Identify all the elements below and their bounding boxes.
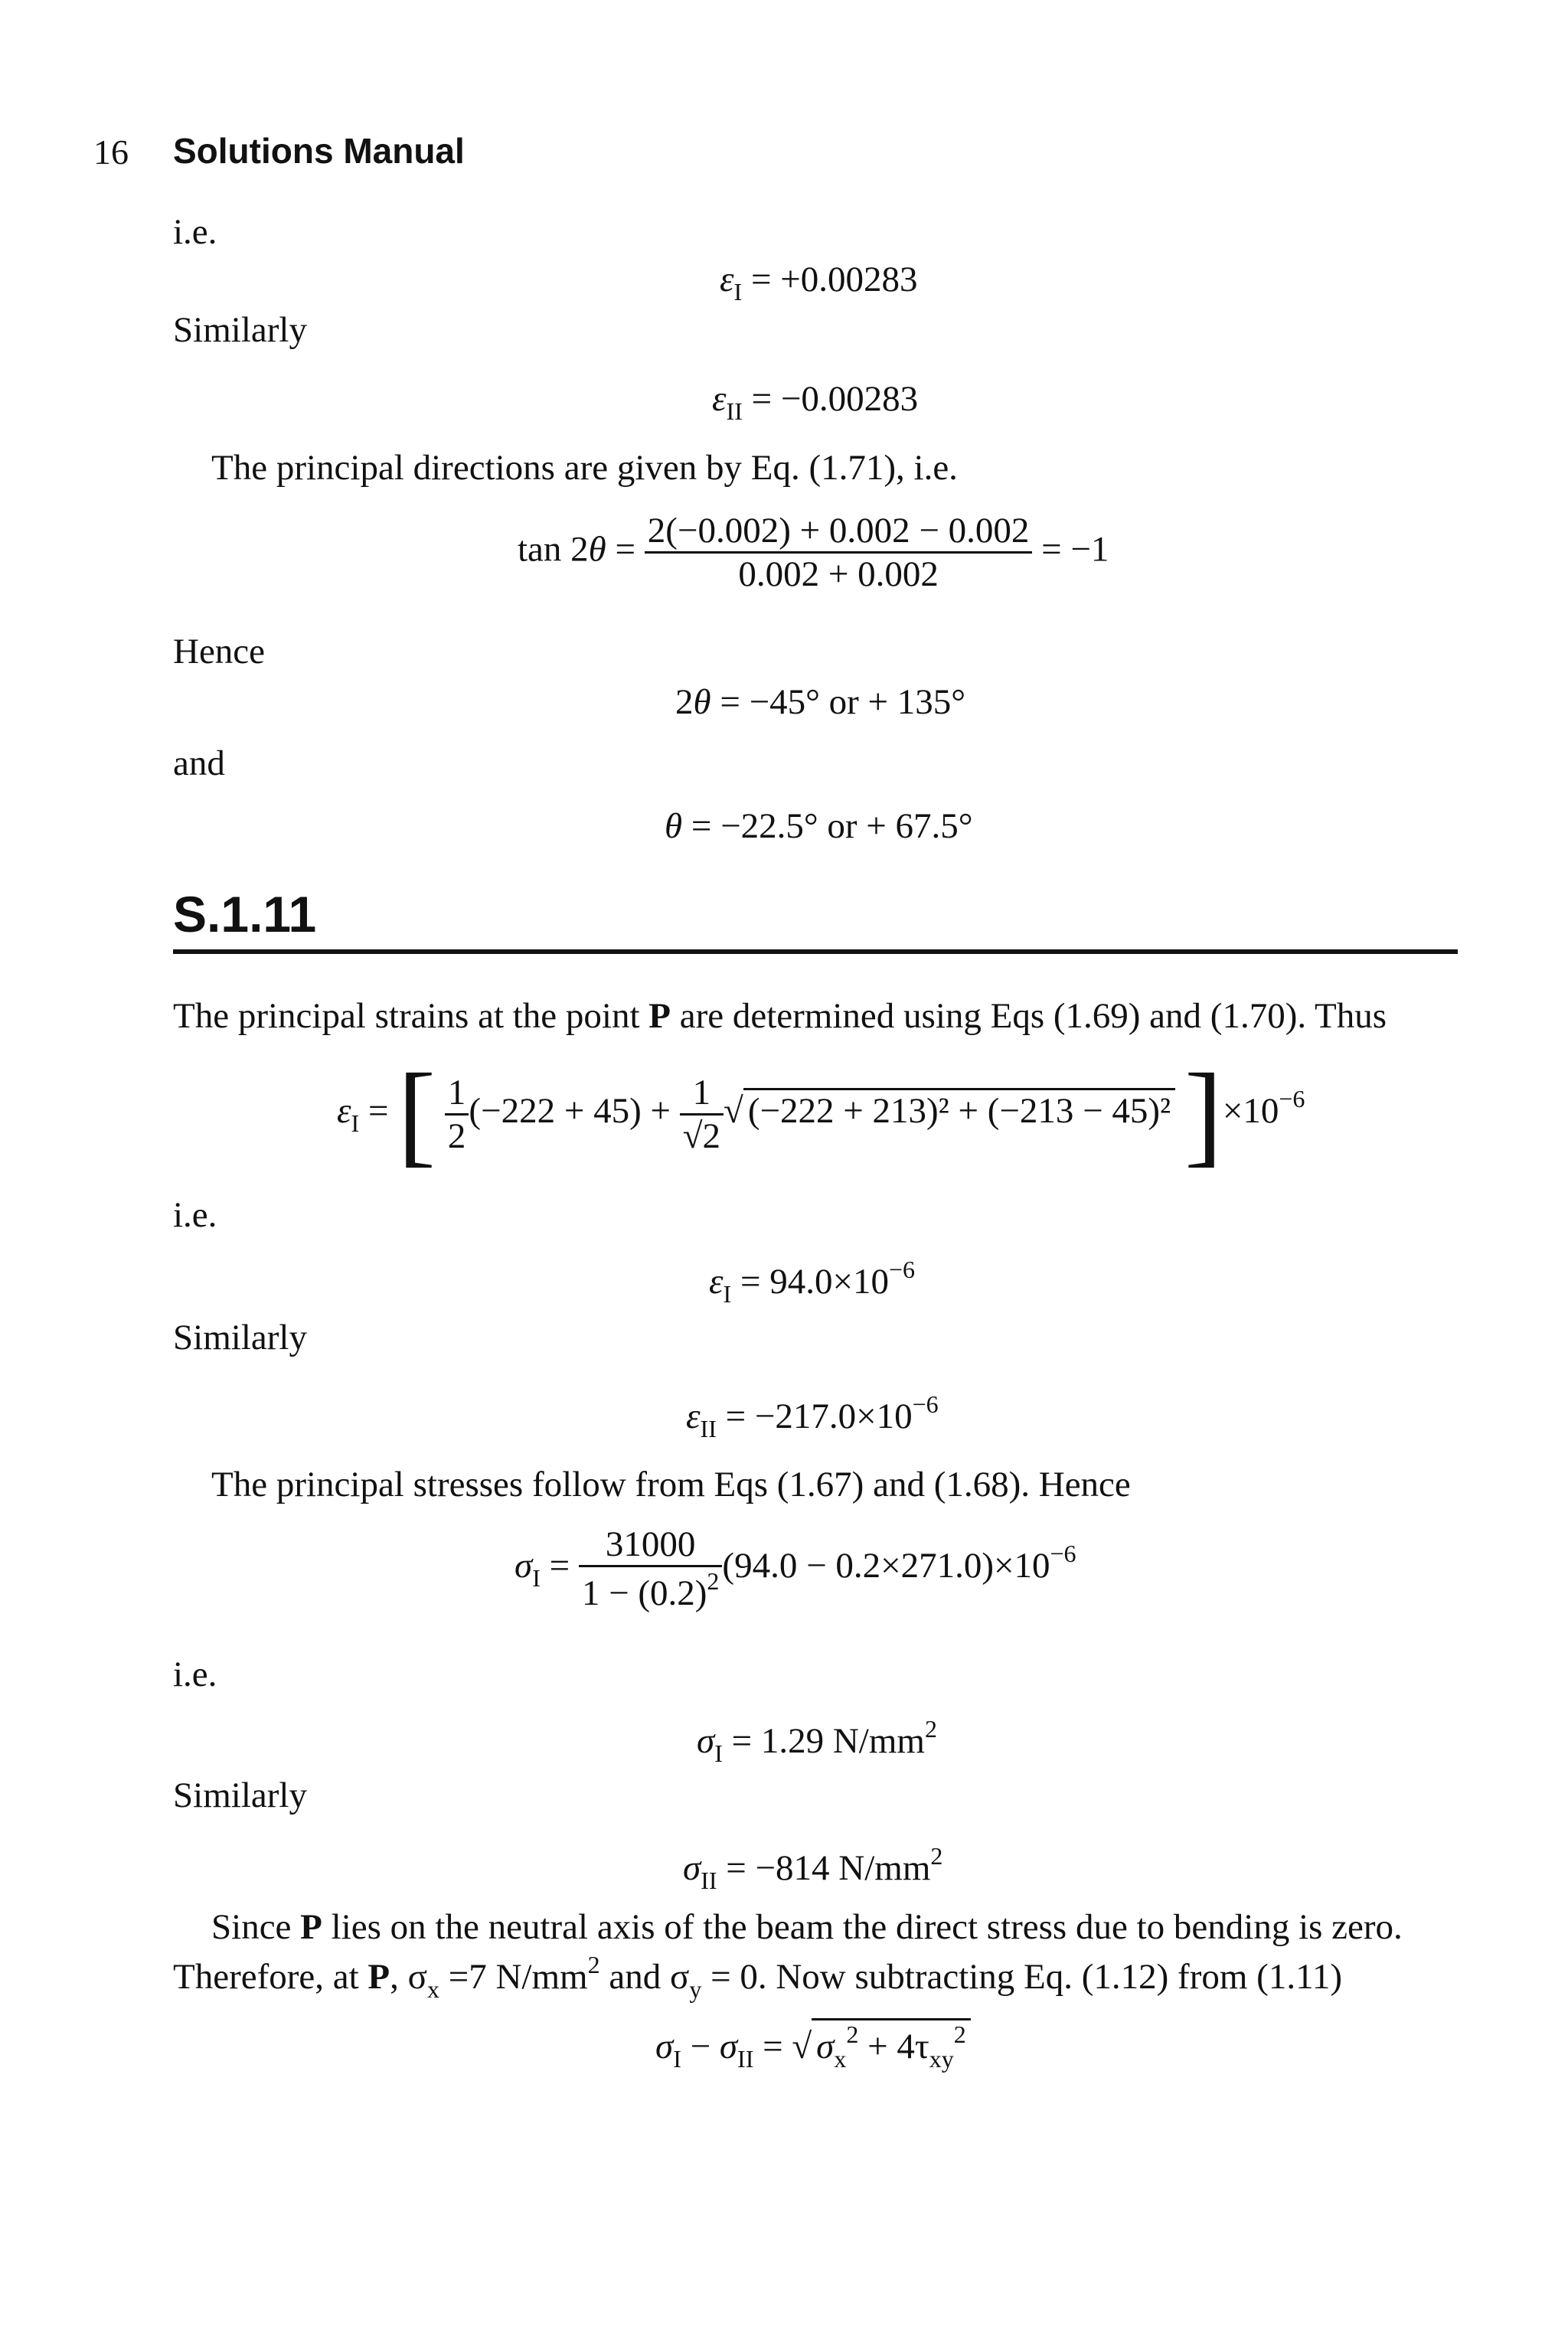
equation-theta: θ = −22.5° or + 67.5° [665, 806, 973, 846]
sigma-numerator: 31000 [605, 1524, 696, 1564]
equation-tan-2theta: tan 2θ = $\frac{2(-0.002) + 0.002 - 0.002}{0.002 + 0.002}$ = −1 [518, 511, 1109, 594]
since-paragraph-line2: Therefore, at P, $\sigma_x =7$ $N/mm^2$ and $\sigma_y = 0$. Now subtracting Eq. (1.12) from (1.11) [173, 1951, 1342, 2003]
eps-I-exponent: −6 [888, 1256, 915, 1283]
therefore-text-d: and σ [599, 1957, 690, 1997]
final-rhs: + 4τ [867, 2027, 929, 2066]
section-rule [173, 949, 1458, 954]
intro-point-p: P [648, 996, 671, 1036]
ie-text-1: i.e. [173, 212, 217, 252]
eps-I-value: = +0.00283 [750, 260, 918, 299]
sigma-exponent: −6 [1050, 1539, 1076, 1567]
final-sqrt: $\sigma_x^2 + 4\tau_{xy}^2$ [812, 2018, 971, 2073]
sigma-fraction [579, 1524, 723, 1614]
and-text: and [173, 743, 225, 783]
sigma-I-result: = 1.29 N/mm [731, 1721, 925, 1761]
tan-numerator: 2(−0.002) + 0.002 − 0.002 [647, 511, 1030, 550]
since-text-a: Since [211, 1907, 301, 1947]
therefore-point-p: P [368, 1957, 390, 1997]
intro-text-b: are determined using Eqs (1.69) and (1.70). Thus [671, 996, 1387, 1036]
since-paragraph-line1 [211, 1906, 1403, 1948]
half-denominator: 2 [445, 1113, 469, 1157]
sigma-II-result: = −814 N/mm [726, 1848, 931, 1888]
since-point-p: P [300, 1907, 322, 1947]
equation-eps-II: $\varepsilon_{II} = -0.00283$ [712, 379, 919, 425]
intro-paragraph [173, 995, 1387, 1037]
equation-eps-II-result: $\varepsilon_{II} = -217.0\times 10^{-6}$ [686, 1390, 939, 1442]
eps-II-value: = −0.00283 [751, 379, 919, 419]
theta-value: = −22.5° or + 67.5° [691, 806, 973, 846]
section-title: S.1.11 [173, 886, 317, 942]
equation-2theta: 2θ = −45° or + 135° [675, 682, 966, 722]
right-bracket: ] [1184, 1050, 1223, 1178]
sigma-denominator: $1 - (0.2)^2$ [579, 1565, 723, 1614]
eps-II-result: = −217.0×10 [725, 1396, 913, 1436]
tan-label: tan 2 [518, 529, 589, 570]
principal-directions-text: The principal directions are given by Eq. (1.71), i.e. [211, 448, 958, 488]
equation-sigma-I-expression: $\sigma_I$ = $\frac{31000}{1 - (0.2)^2}$ $(94.0 - 0.2\times 271.0)\times 10^{-6}$ [514, 1524, 1076, 1613]
ie-text-2: i.e. [173, 1195, 217, 1235]
half-fraction [445, 1072, 469, 1157]
equation-eps-I-expression: $\varepsilon_I$ = [ $\frac{1}{2}$ (−222 + 45) + $\frac{1}{√2}$ √ (−222 + 213)² + (−213 − 45)² ]$\times 10^{-6}$ [337, 1050, 1305, 1178]
ie-text-3: i.e. [173, 1655, 217, 1694]
eps-I-result: = 94.0×10 [740, 1262, 889, 1302]
since-text-b: lies on the neutral axis of the beam the direct stress due to bending is zero. [322, 1907, 1403, 1947]
intro-text-a: The principal strains at the point [173, 996, 649, 1036]
equation-eps-I-result: $\varepsilon_I = 94.0\times 10^{-6}$ [709, 1256, 915, 1308]
similarly-text-1: Similarly [173, 310, 307, 350]
eps-exponent: −6 [1279, 1084, 1305, 1112]
page-number: 16 [93, 132, 129, 172]
equation-eps-I: $\varepsilon_I = +0.00283$ [720, 260, 918, 305]
stress-intro-text: The principal stresses follow from Eqs (1.67) and (1.68). Hence [211, 1465, 1131, 1504]
running-title: Solutions Manual [173, 131, 465, 171]
eps-expression-part: (−222 + 45) + [469, 1090, 671, 1131]
inv-root2-fraction [680, 1072, 724, 1157]
eps-sqrt-content: (−222 + 213)² + (−213 − 45)² [743, 1088, 1175, 1132]
equation-sigma-I-result: $\sigma_I = 1.29$ $N/mm^2$ [697, 1715, 937, 1767]
therefore-text-e: = 0. Now subtracting Eq. (1.12) from (1.11) [701, 1957, 1342, 1997]
eps-II-exponent: −6 [912, 1390, 939, 1418]
equation-sigma-II-result: $\sigma_{II} = -814$ $N/mm^2$ [683, 1842, 943, 1894]
left-bracket: [ [397, 1050, 436, 1178]
tan-fraction [645, 510, 1033, 595]
tan-result: = −1 [1041, 529, 1109, 570]
hence-text: Hence [173, 632, 266, 671]
half-numerator: 1 [447, 1072, 466, 1112]
2theta-value: = −45° or + 135° [720, 682, 966, 722]
sigma-denominator-text: 1 − (0.2) [581, 1573, 707, 1613]
therefore-text-c: =7 N/mm [439, 1957, 588, 1997]
therefore-text-b: , σ [390, 1957, 427, 1997]
inv-denominator: √2 [680, 1113, 724, 1157]
sigma-expression-rest: (94.0 − 0.2×271.0)×10 [722, 1545, 1050, 1586]
similarly-text-2: Similarly [173, 1318, 307, 1357]
equation-final: $\sigma_I - \sigma_{II}$ = √ $\sigma_x^2 + 4\tau_{xy}^2$ [655, 2018, 971, 2073]
inv-numerator: 1 [692, 1072, 711, 1112]
eps-times: ×10 [1222, 1090, 1279, 1131]
therefore-text-a: Therefore, at [173, 1957, 368, 1997]
similarly-text-3: Similarly [173, 1775, 307, 1815]
tan-denominator: 0.002 + 0.002 [645, 551, 1033, 595]
